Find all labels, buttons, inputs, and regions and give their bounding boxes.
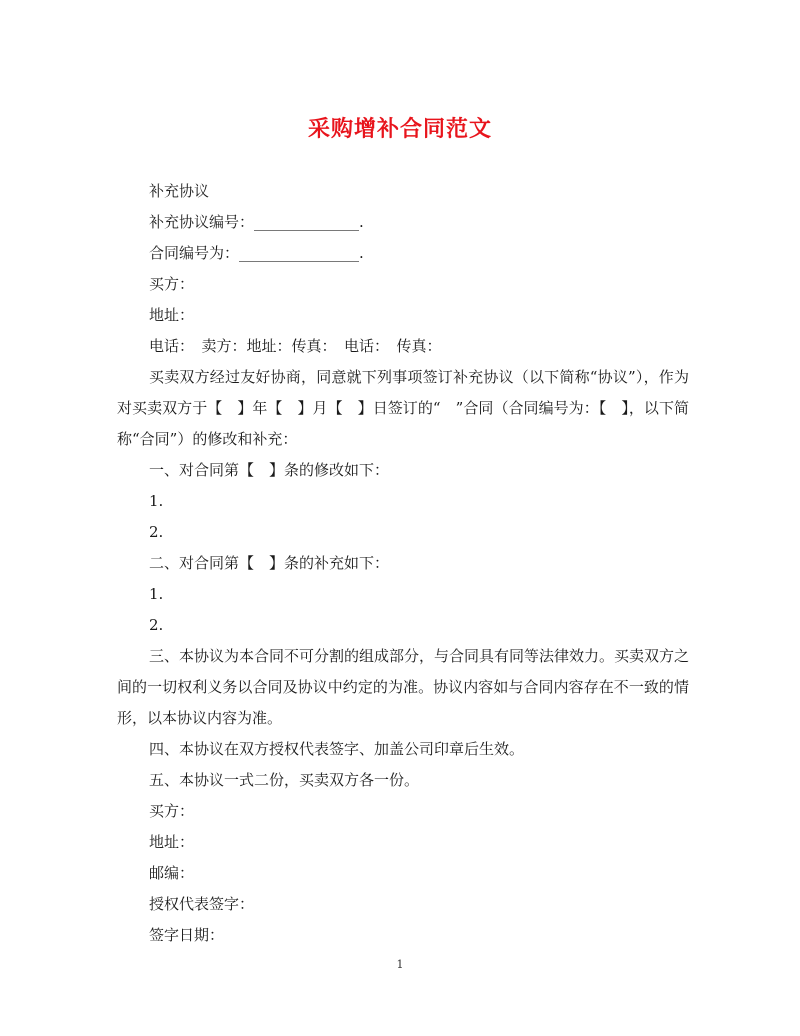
address-line: 地址： (149, 306, 195, 324)
signature-postcode-line: 邮编： (149, 864, 195, 882)
agreement-number-line: 补充协议编号：______________. (149, 213, 364, 231)
signature-buyer-line: 买方： (149, 802, 195, 820)
section-one-item: 1. (149, 492, 164, 510)
signature-date-line: 签字日期： (149, 926, 225, 944)
buyer-line: 买方： (149, 275, 195, 293)
section-two-item: 2. (149, 616, 164, 634)
document-title: 采购增补合同范文 (307, 116, 492, 142)
page-number: 1 (396, 958, 404, 971)
section-one-item: 2. (149, 523, 164, 541)
signature-address-line: 地址： (149, 833, 195, 851)
section-one-heading: 一、对合同第【 】条的修改如下： (149, 461, 390, 479)
intro-paragraph: 买卖双方经过友好协商，同意就下列事项签订补充协议（以下简称“协议”），作为对买卖双方于【 】年【 】月【 】日签订的“ ”合同（合同编号为：【 】，以下简称“合同”）的修改和补充： (117, 368, 689, 448)
clause-four-line: 四、本协议在双方授权代表签字、加盖公司印章后生效。 (149, 740, 525, 758)
contract-number-line: 合同编号为：________________. (149, 244, 364, 262)
signature-representative-line: 授权代表签字： (149, 895, 255, 913)
section-two-item: 1. (149, 585, 164, 603)
section-two-heading: 二、对合同第【 】条的补充如下： (149, 554, 390, 572)
document-body (117, 176, 689, 951)
clause-three-paragraph: 三、本协议为本合同不可分割的组成部分，与合同具有同等法律效力。买卖双方之间的一切权利义务以合同及协议中约定的为准。协议内容如与合同内容存在不一致的情形，以本协议内容为准。 (117, 647, 690, 727)
clause-five-line: 五、本协议一式二份，买卖双方各一份。 (149, 771, 420, 789)
contact-line: 电话： 卖方：地址：传真： 电话： 传真： (149, 337, 442, 355)
agreement-heading: 补充协议 (149, 182, 210, 200)
